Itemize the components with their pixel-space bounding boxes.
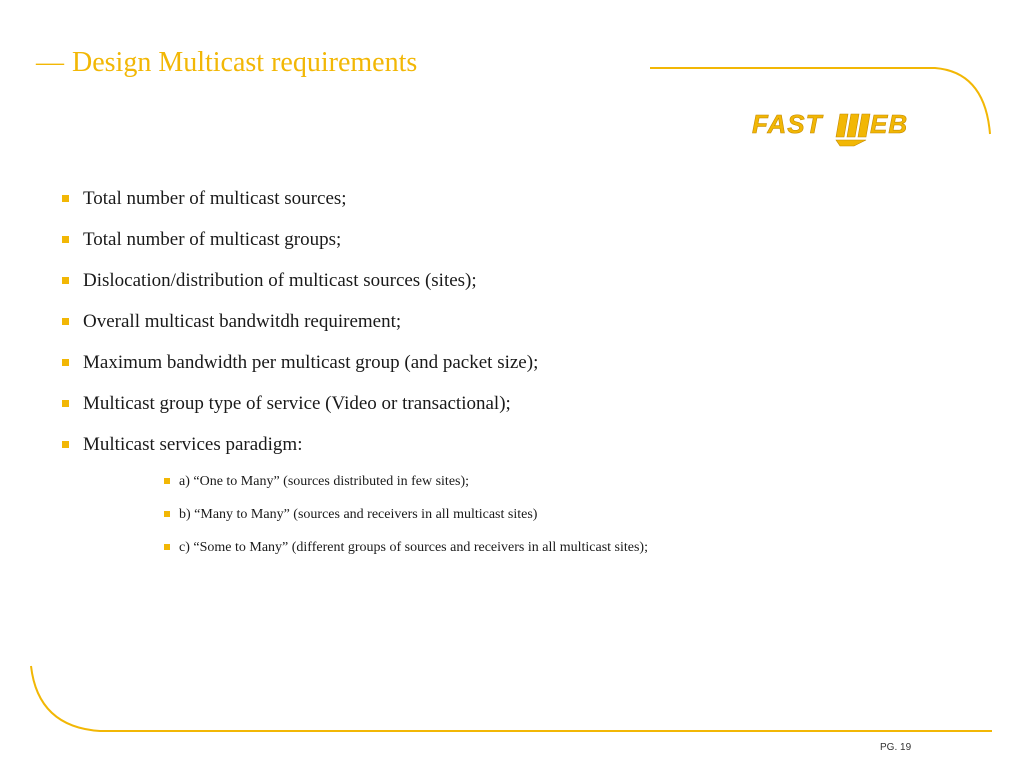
bullet-square-icon <box>62 236 69 243</box>
logo-w-mark <box>836 114 870 146</box>
svg-text:FAST: FAST <box>752 109 823 139</box>
svg-text:EB: EB <box>870 109 909 139</box>
sub-bullet-item: b) “Many to Many” (sources and receivers in all multicast sites) <box>164 505 648 538</box>
bullet-item: Multicast services paradigm: <box>62 432 538 473</box>
bullet-item: Dislocation/distribution of multicast sources (sites); <box>62 268 538 309</box>
fastweb-logo <box>748 104 930 150</box>
sub-bullet-square-icon <box>164 511 170 517</box>
sub-bullet-square-icon <box>164 544 170 550</box>
bullet-item: Total number of multicast groups; <box>62 227 538 268</box>
title-text: Design Multicast requirements <box>72 47 418 78</box>
slide-title <box>36 47 417 79</box>
bullet-square-icon <box>62 277 69 284</box>
bullet-item: Multicast group type of service (Video or transactional); <box>62 391 538 432</box>
sub-bullet-square-icon <box>164 478 170 484</box>
sub-bullet-list <box>164 472 648 571</box>
bullet-square-icon <box>62 195 69 202</box>
bullet-square-icon <box>62 400 69 407</box>
bullet-square-icon <box>62 318 69 325</box>
bottom-left-frame-curve <box>31 666 992 731</box>
bullet-square-icon <box>62 359 69 366</box>
sub-bullet-item: c) “Some to Many” (different groups of sources and receivers in all multicast sites); <box>164 538 648 571</box>
page-number: PG. 19 <box>880 742 912 753</box>
title-dash: — <box>36 47 64 78</box>
bullet-item: Overall multicast bandwitdh requirement; <box>62 309 538 350</box>
main-bullet-list <box>62 186 538 473</box>
bullet-square-icon <box>62 441 69 448</box>
bullet-item: Total number of multicast sources; <box>62 186 538 227</box>
sub-bullet-item: a) “One to Many” (sources distributed in few sites); <box>164 472 648 505</box>
bullet-item: Maximum bandwidth per multicast group (and packet size); <box>62 350 538 391</box>
